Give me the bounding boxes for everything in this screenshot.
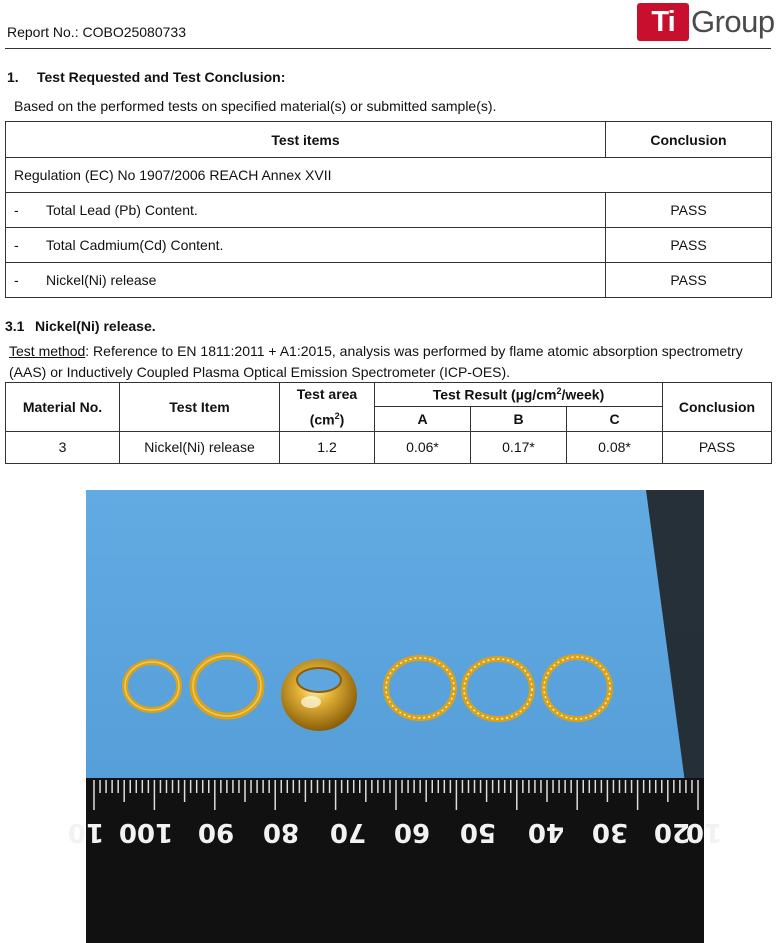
table-header-row	[6, 122, 772, 158]
ruler-label: 70	[329, 817, 367, 847]
header-test-items: Test items	[6, 122, 606, 158]
test-item-cell: - Total Lead (Pb) Content.	[6, 193, 606, 228]
ruler-label: 80	[262, 817, 300, 847]
header-conclusion: Conclusion	[606, 122, 772, 158]
result-a-cell: 0.06*	[375, 431, 471, 463]
header-a: A	[375, 407, 471, 431]
test-area-cell: 1.2	[280, 431, 375, 463]
ruler-label: 100	[118, 817, 174, 847]
report-number: Report No.: COBO25080733	[7, 24, 186, 40]
nickel-release-table	[5, 382, 772, 464]
header-test-area: Test area $(cm^2)$	[280, 383, 375, 432]
section-1-intro: Based on the performed tests on specified material(s) or submitted sample(s).	[14, 98, 497, 114]
regulation-row	[6, 158, 772, 193]
logo-wordmark: Group	[691, 4, 775, 39]
header-material-no: Material No.	[6, 383, 120, 432]
header-test-item: Test Item	[120, 383, 280, 432]
ruler-label: 50	[459, 817, 497, 847]
test-method-label: Test method	[9, 343, 86, 359]
ruler-label: 10	[67, 817, 105, 847]
ruler-label: 40	[527, 817, 565, 847]
dome-ring	[281, 659, 357, 731]
ruler-label: 30	[591, 817, 629, 847]
conclusion-cell: PASS	[663, 431, 772, 463]
ruler-label: 20	[653, 817, 691, 847]
table-row	[6, 193, 772, 228]
test-item-cell: - Total Cadmium(Cd) Content.	[6, 228, 606, 263]
section-3-1-heading: 3.1 Nickel(Ni) release.	[5, 318, 156, 334]
ruler-label: 60	[393, 817, 431, 847]
conclusion-cell: PASS	[606, 193, 772, 228]
table-row	[6, 431, 772, 463]
table-row	[6, 263, 772, 298]
conclusion-cell: PASS	[606, 263, 772, 298]
ruler-label: 10	[685, 817, 723, 847]
table-row	[6, 228, 772, 263]
logo-mark: Ti	[637, 3, 689, 41]
result-b-cell: 0.17*	[471, 431, 567, 463]
table-header-row	[6, 383, 772, 407]
conclusion-table	[5, 121, 772, 298]
regulation-cell: Regulation (EC) No 1907/2006 REACH Annex XVII	[6, 158, 772, 193]
sample-photo	[67, 490, 723, 943]
header-c: C	[567, 407, 663, 431]
header-b: B	[471, 407, 567, 431]
header-test-result: Test Result $(\mu g/cm^2/week)$	[375, 383, 663, 407]
test-method-text: Test method: Reference to EN 1811:2011 + A1:2015, analysis was performed by flame atomic absorption spectrometry (AAS) or Inductively Coupled Plasma Optical Emission Spectrometer (ICP-OES).	[9, 343, 743, 380]
sample-photo-drawing	[67, 490, 723, 943]
report-header	[0, 0, 777, 50]
test-item-cell: - Nickel(Ni) release	[6, 263, 606, 298]
section-1-heading: 1. Test Requested and Test Conclusion:	[7, 69, 286, 85]
header-divider	[5, 48, 771, 49]
ruler	[68, 778, 722, 943]
test-item-cell: Nickel(Ni) release	[120, 431, 280, 463]
tigroup-logo	[637, 3, 775, 41]
material-no-cell: 3	[6, 431, 120, 463]
header-conclusion: Conclusion	[663, 383, 772, 432]
result-c-cell: 0.08*	[567, 431, 663, 463]
ruler-label: 90	[197, 817, 235, 847]
conclusion-cell: PASS	[606, 228, 772, 263]
